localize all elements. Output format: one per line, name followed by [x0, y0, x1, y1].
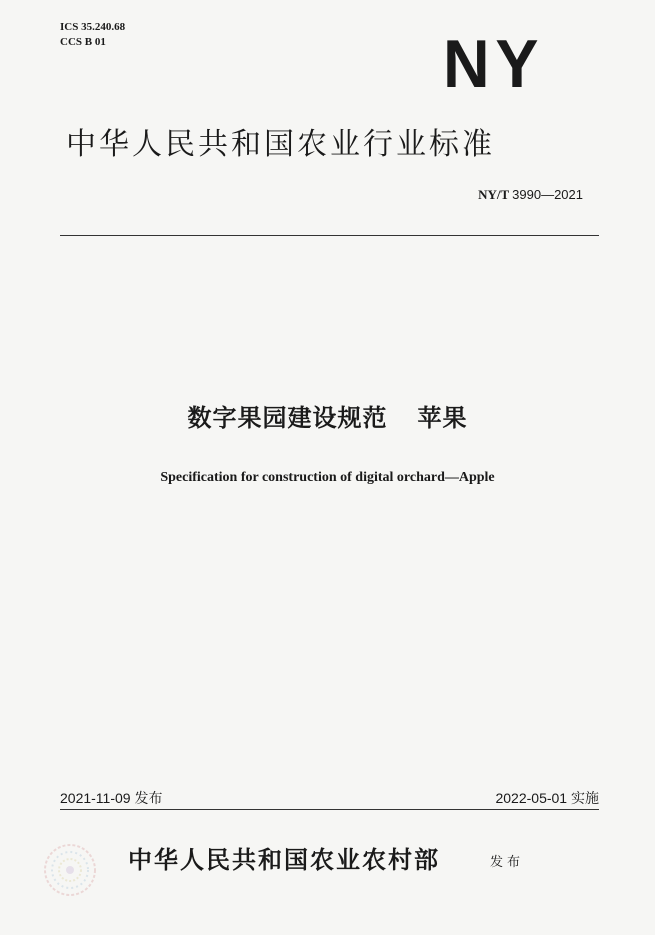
standard-number-value: 3990—2021 [512, 187, 583, 202]
effective-date: 2022-05-01 [495, 790, 568, 806]
standard-number [478, 187, 583, 203]
document-title-part: 苹果 [417, 404, 468, 432]
standard-number-prefix: NY/T [478, 187, 509, 202]
ny-logo: NY [443, 26, 545, 102]
issuing-action: 发布 [490, 855, 525, 870]
classification-codes [60, 20, 125, 50]
document-title-main: 数字果园建设规范 [187, 404, 388, 432]
seal-watermark-icon [42, 842, 98, 898]
effective-date-block [495, 788, 599, 808]
top-divider [60, 235, 599, 236]
standard-category-title: 中华人民共和国农业行业标准 [66, 127, 495, 162]
document-title [0, 398, 655, 433]
effective-date-label: 实施 [571, 790, 599, 806]
ics-code: ICS 35.240.68 [60, 21, 126, 33]
issue-date-block [60, 788, 162, 808]
document-english-title: Specification for construction of digital orchard—Apple [160, 470, 495, 485]
issuing-authority: 中华人民共和国农业农村部 [128, 846, 440, 874]
issue-date-label: 发布 [134, 790, 163, 806]
issue-date: 2021-11-09 [60, 790, 131, 806]
ccs-code: CCS B 01 [60, 36, 106, 48]
bottom-divider [60, 809, 599, 810]
